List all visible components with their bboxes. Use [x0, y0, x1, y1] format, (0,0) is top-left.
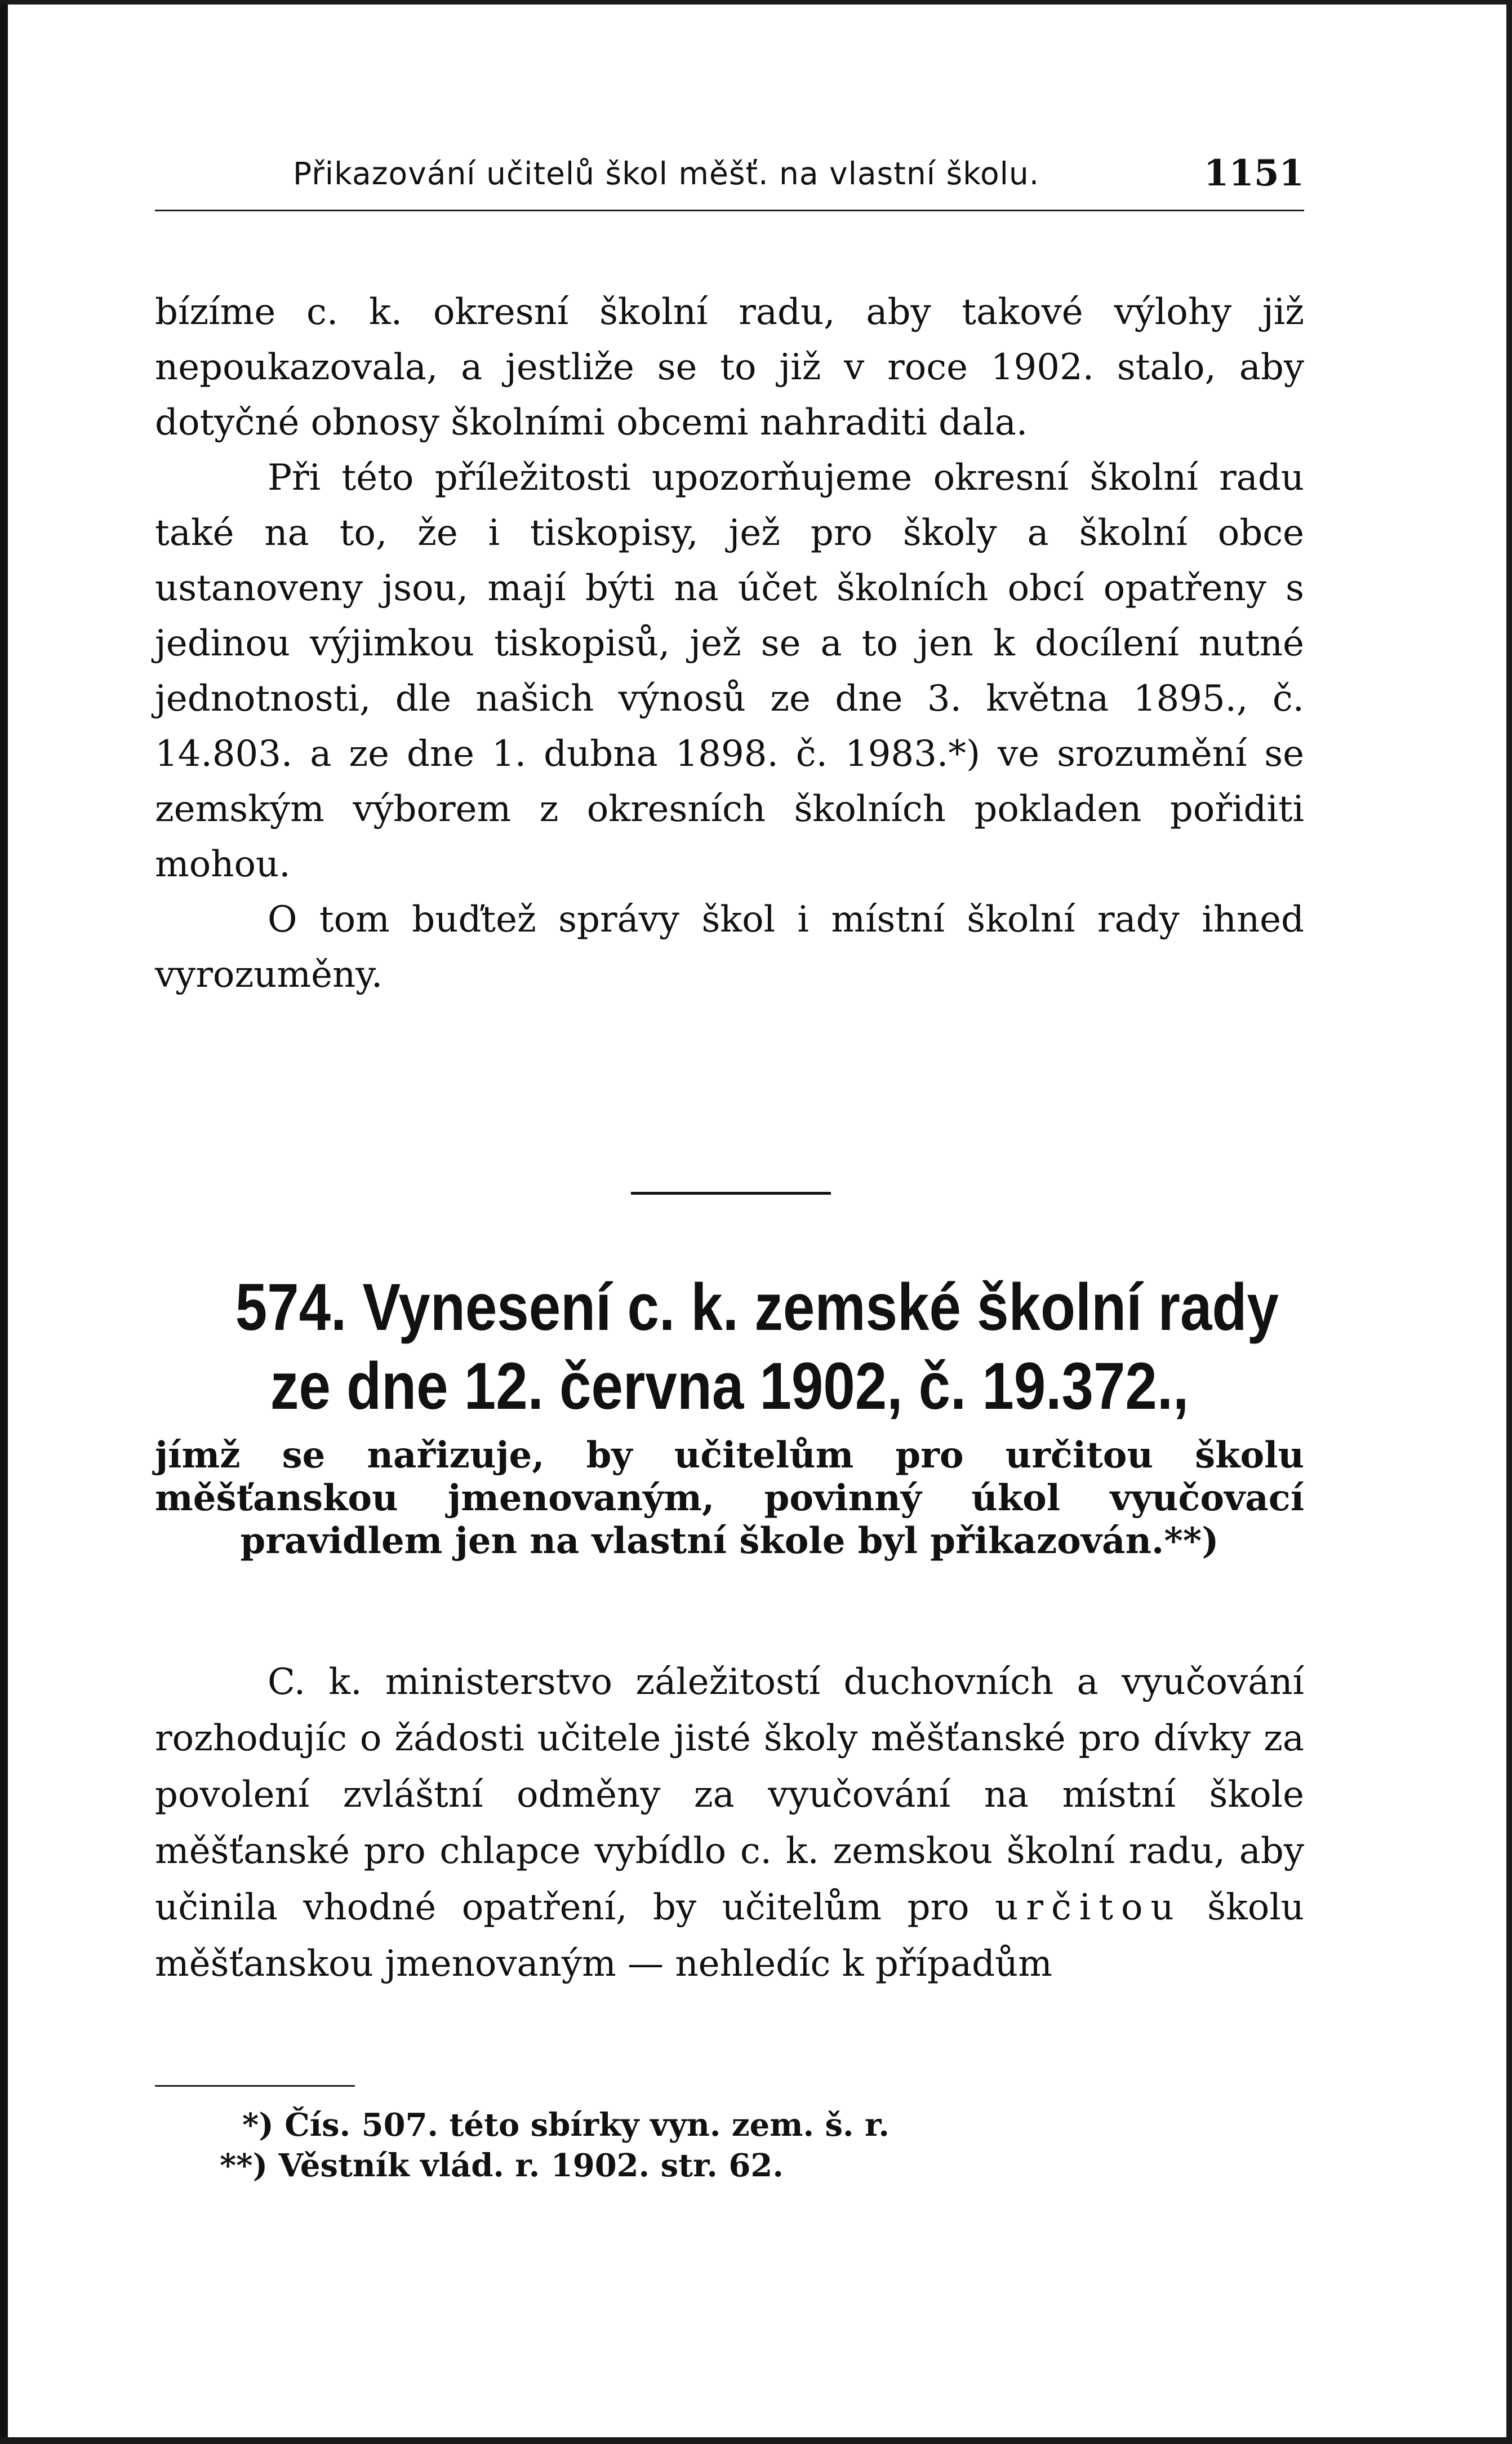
page-number: 1151 — [1203, 152, 1304, 194]
section-heading — [235, 1268, 1279, 1426]
running-head: Přikazování učitelů škol měšť. na vlastní školu. — [293, 156, 1040, 192]
section-heading-line-2: ze dne 12. června 1902, č. 19.372., — [270, 1349, 1189, 1423]
section-heading-line-1: 574. Vynesení c. k. zemské školní rady — [235, 1270, 1279, 1345]
section-divider — [631, 1192, 831, 1195]
footnote-rule — [155, 2085, 355, 2087]
section-text-lead: C. k. ministerstvo záležitostí duchovních a vyučování rozhodujíc o žádosti učitele jisté školy měšťanské pro dívky za povolení zvláštní odměny za vyučování na místní škole měšťanské pro chlapce vybídlo c. k. zemskou školní radu, aby učinila vhodné opatření, by učitelům pro — [155, 1661, 1304, 1928]
section-text-spaced: určitou — [995, 1887, 1182, 1928]
footnote-1: *) Čís. 507. této sbírky vyn. zem. š. r. — [242, 2106, 890, 2144]
paragraph-2: Při této příležitosti upozorňujeme okresní školní radu také na to, že i tiskopisy, jež pro školy a školní obce ustanoveny jsou, mají býti na účet školních obcí opatřeny s jedinou výjimkou tiskopisů, jež se a to jen k docílení nutné jednotnosti, dle našich výnosů ze dne 3. května 1895., č. 14.803. a ze dne 1. dubna 1898. č. 1983.*) ve srozumění se zemským výborem z okresních školních pokladen pořiditi mohou. — [155, 457, 1304, 885]
section-subheading: jímž se nařizuje, by učitelům pro určitou školu měšťanskou jmenovaným, povinný úkol vyučovací pravidlem jen na vlastní škole byl přikazován.**) — [155, 1434, 1304, 1562]
scan-border-bottom — [0, 2437, 1512, 2444]
scan-border-left — [0, 0, 8, 2444]
scan-border-right — [1506, 0, 1512, 2444]
paragraph-3: O tom buďtež správy škol i místní školní rady ihned vyrozuměny. — [155, 899, 1304, 996]
header-rule — [155, 210, 1304, 211]
page-header — [155, 152, 1304, 203]
footnotes — [220, 2105, 1301, 2186]
section-body — [155, 1654, 1304, 1992]
scan-border-top — [0, 0, 1512, 5]
section-paragraph — [155, 1654, 1304, 1992]
footnote-2: **) Věstník vlád. r. 1902. str. 62. — [220, 2147, 784, 2184]
paragraph-1: bízíme c. k. okresní školní radu, aby takové výlohy již nepoukazovala, a jestliže se to již v roce 1902. stalo, aby dotyčné obnosy školními obcemi nahraditi dala. — [155, 291, 1304, 443]
section-text-tail: školu měšťanskou jmenovaným — nehledíc k případům — [155, 1887, 1305, 1985]
body-text — [155, 285, 1304, 1003]
